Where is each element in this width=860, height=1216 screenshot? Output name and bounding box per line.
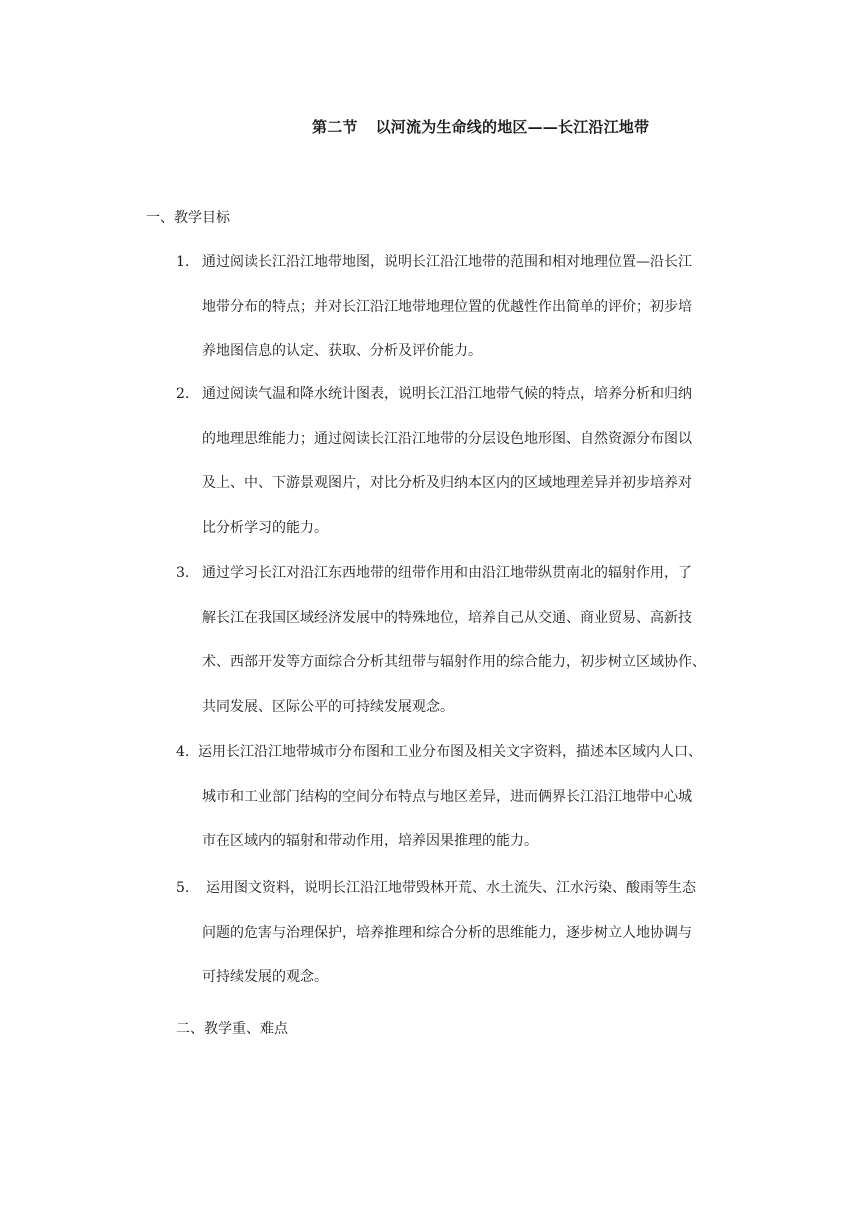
objective-line: 城市和工业部门结构的空间分布特点与地区差异，进而俩界长江沿江地带中心城 <box>202 788 692 805</box>
objective-item-2 <box>176 372 736 550</box>
objective-number: 1. <box>176 254 190 270</box>
objective-line: 比分析学习的能力。 <box>202 519 328 536</box>
section-heading-objectives: 一、教学目标 <box>146 210 230 226</box>
objective-line: 共同发展、区际公平的可持续发展观念。 <box>202 698 454 715</box>
objective-line: 1. 通过阅读长江沿江地带地图，说明长江沿江地带的范围和相对地理位置—沿长江 <box>176 240 736 285</box>
objective-line: 市在区域内的辐射和带动作用，培养因果推理的能力。 <box>202 833 538 849</box>
objective-line: 2. 通过阅读气温和降水统计图表，说明长江沿江地带气候的特点，培养分析和归纳 <box>176 372 736 417</box>
title-text: 以河流为生命线的地区——长江沿江地带 <box>375 118 650 136</box>
objective-item-1 <box>176 240 736 374</box>
objective-number: 5. <box>176 880 190 896</box>
objective-line: 的地理思维能力；通过阅读长江沿江地带的分层设色地形图、自然资源分布图以 <box>202 430 692 447</box>
objective-line: 术、西部开发等方面综合分析其纽带与辐射作用的综合能力，初步树立区域协作、 <box>202 654 706 670</box>
objective-number: 4. <box>176 744 190 760</box>
objective-item-5 <box>176 866 736 1000</box>
objective-number: 2. <box>176 386 190 402</box>
page-title <box>312 116 649 137</box>
objective-item-3 <box>176 551 736 729</box>
section-heading-key-points: 二、教学重、难点 <box>176 1021 288 1037</box>
objective-line: 问题的危害与治理保护，培养推理和综合分析的思维能力，逐步树立人地协调与 <box>202 924 692 941</box>
objective-line: 5. 运用图文资料，说明长江沿江地带毁林开荒、水土流失、江水污染、酸雨等生态 <box>176 866 736 911</box>
objective-line: 及上、中、下游景观图片，对比分析及归纳本区内的区域地理差异并初步培养对 <box>202 475 692 491</box>
objective-line: 4. 运用长江沿江地带城市分布图和工业分布图及相关文字资料，描述本区域内人口、 <box>176 730 736 775</box>
objective-line: 3. 通过学习长江对沿江东西地带的纽带作用和由沿江地带纵贯南北的辐射作用，了 <box>176 551 736 596</box>
objective-line: 可持续发展的观念。 <box>202 969 328 985</box>
objective-item-4 <box>176 730 736 864</box>
objective-line: 地带分布的特点；并对长江沿江地带地理位置的优越性作出简单的评价；初步培 <box>202 298 692 315</box>
objective-line: 解长江在我国区域经济发展中的特殊地位，培养自己从交通、商业贸易、高新技 <box>202 609 692 626</box>
objective-number: 3. <box>176 565 190 581</box>
objective-line: 养地图信息的认定、获取、分析及评价能力。 <box>202 343 482 359</box>
title-section-number: 第二节 <box>312 118 358 136</box>
